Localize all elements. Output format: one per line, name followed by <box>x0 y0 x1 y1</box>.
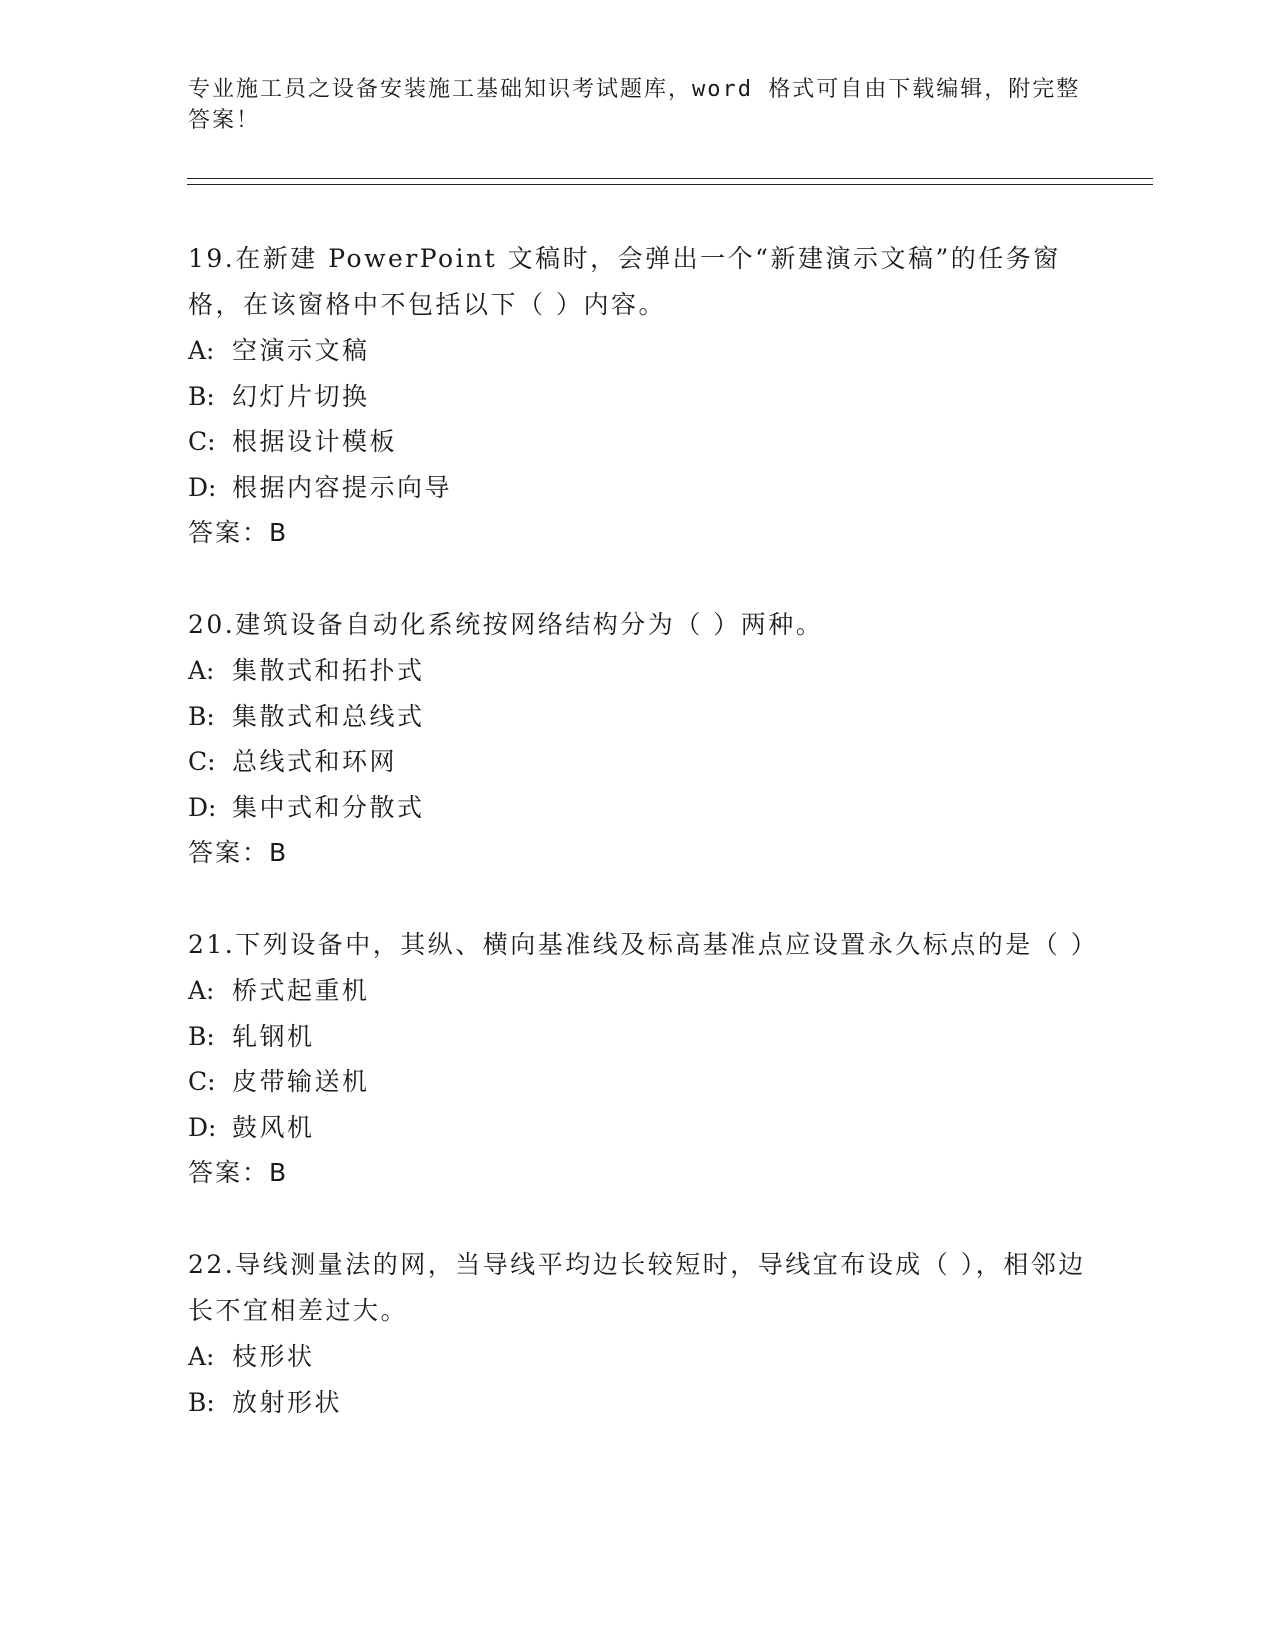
question-19 <box>188 236 1088 556</box>
header-divider-top <box>187 178 1153 179</box>
question-stem: 21.下列设备中，其纵、横向基准线及标高基准点应设置永久标点的是（ ） <box>188 930 1099 959</box>
option-key: C: <box>188 427 216 456</box>
option-text: 集散式和拓扑式 <box>232 656 425 685</box>
answer-line: 答案：B <box>188 838 289 867</box>
option-key: C: <box>188 747 216 776</box>
option-text: 根据设计模板 <box>232 427 398 456</box>
question-21 <box>188 922 1099 1196</box>
option-b <box>188 374 1088 420</box>
option-d <box>188 1105 1088 1151</box>
option-text: 幻灯片切换 <box>232 381 370 411</box>
option-text: 空演示文稿 <box>232 336 370 365</box>
option-b <box>188 1014 1088 1060</box>
option-text: 集散式和总线式 <box>232 701 425 731</box>
header-divider-bottom <box>187 184 1153 185</box>
option-key: B: <box>188 1387 215 1417</box>
option-key: D: <box>188 792 217 822</box>
option-key: B: <box>188 1021 215 1051</box>
question-list <box>188 236 1099 1471</box>
option-key: B: <box>188 381 215 411</box>
document-header: 专业施工员之设备安装施工基础知识考试题库，word 格式可自由下载编辑，附完整答案！ <box>188 77 1081 133</box>
option-a <box>188 1334 1088 1380</box>
option-key: A: <box>188 1342 215 1371</box>
option-a <box>188 648 1088 694</box>
option-a <box>188 968 1088 1014</box>
option-text: 放射形状 <box>232 1387 343 1417</box>
question-stem: 22.导线测量法的网，当导线平均边长较短时，导线宜布设成（ ），相邻边长不宜相差过大。 <box>188 1250 1086 1325</box>
option-key: A: <box>188 336 215 365</box>
option-key: A: <box>188 976 215 1005</box>
question-22 <box>188 1242 1088 1425</box>
option-key: B: <box>188 701 215 731</box>
option-d <box>188 465 1088 511</box>
option-d <box>188 785 1088 831</box>
option-key: C: <box>188 1067 216 1096</box>
option-text: 轧钢机 <box>232 1021 315 1051</box>
option-text: 集中式和分散式 <box>232 792 425 822</box>
option-key: D: <box>188 472 217 502</box>
option-text: 鼓风机 <box>232 1112 315 1142</box>
option-a <box>188 328 1088 374</box>
option-text: 根据内容提示向导 <box>232 472 453 502</box>
option-c <box>188 739 1088 785</box>
option-text: 总线式和环网 <box>232 747 398 776</box>
option-c <box>188 419 1088 465</box>
answer-line: 答案：B <box>188 1158 289 1187</box>
option-text: 皮带输送机 <box>232 1067 370 1096</box>
question-stem: 19.在新建 PowerPoint 文稿时，会弹出一个“新建演示文稿”的任务窗格，在该窗格中不包括以下（ ）内容。 <box>188 244 1061 319</box>
option-key: D: <box>188 1112 217 1142</box>
option-c <box>188 1059 1088 1105</box>
option-text: 桥式起重机 <box>232 976 370 1005</box>
answer-line: 答案：B <box>188 518 289 547</box>
question-stem: 20.建筑设备自动化系统按网络结构分为（ ）两种。 <box>188 610 824 639</box>
option-text: 枝形状 <box>232 1342 315 1371</box>
option-b <box>188 694 1088 740</box>
question-20 <box>188 602 1088 876</box>
option-key: A: <box>188 656 215 685</box>
option-b <box>188 1380 1088 1426</box>
